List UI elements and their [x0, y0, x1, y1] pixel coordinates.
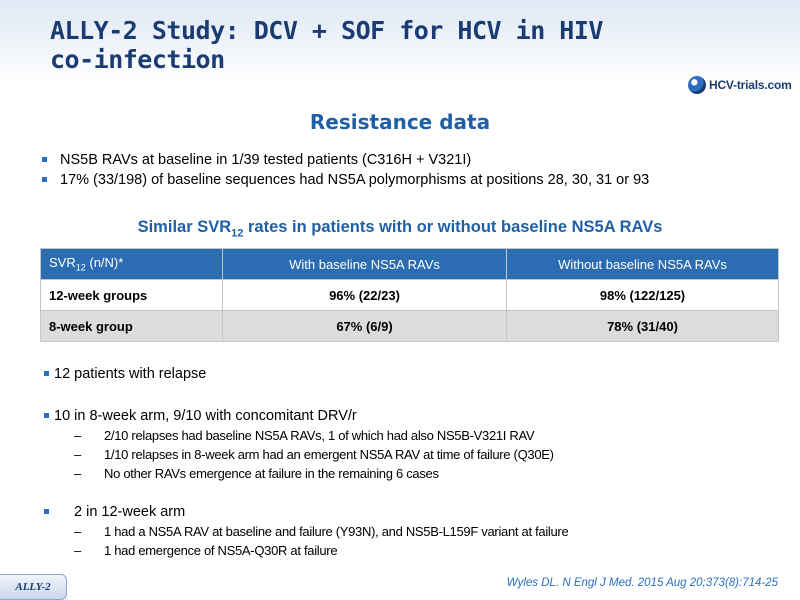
study-tag: ALLY-2	[0, 574, 67, 600]
relapse-bullet	[42, 364, 206, 384]
arm8-block	[42, 406, 554, 483]
arm12-head	[42, 502, 568, 522]
sub-item-text: 1/10 relapses in 8-week arm had an emergent NS5A RAV at time of failure (Q30E)	[104, 447, 554, 462]
sub-item	[42, 541, 568, 560]
row-label: 8-week group	[41, 311, 223, 342]
dash-mark: –	[74, 543, 81, 558]
arm12-head-text: 2 in 12-week arm	[74, 504, 186, 520]
header-svr-sub: 12	[75, 262, 86, 273]
sub-item-text: 1 had emergence of NS5A-Q30R at failure	[104, 543, 338, 558]
table-row	[41, 311, 779, 342]
table-header-row	[41, 249, 779, 280]
row-without: 98% (122/125)	[507, 280, 779, 311]
sub-item-text: 1 had a NS5A RAV at baseline and failure (Y93N), and NS5B-L159F variant at failure	[104, 524, 569, 539]
logo-globe-icon	[688, 76, 706, 94]
bullet-text: 17% (33/198) of baseline sequences had NS5A polymorphisms at positions 28, 30, 31 or 93	[60, 172, 650, 188]
citation[interactable]: Wyles DL. N Engl J Med. 2015 Aug 20;373(8):714-25	[506, 577, 778, 589]
subtitle-sub: 12	[231, 227, 244, 240]
title-line-1: ALLY-2 Study: DCV + SOF for HCV in HIV	[50, 16, 603, 45]
header-svr	[41, 249, 223, 280]
subtitle-post: rates in patients with or without baseline NS5A RAVs	[243, 218, 663, 236]
row-with: 67% (6/9)	[223, 311, 507, 342]
header-without-raVs: Without baseline NS5A RAVs	[507, 249, 779, 280]
title-line-2: co-infection	[50, 45, 225, 74]
top-bullet-list	[42, 150, 649, 190]
sub-item	[42, 426, 554, 445]
subtitle-pre: Similar SVR	[137, 218, 232, 236]
bullet-square-icon	[44, 371, 49, 376]
hcv-trials-logo[interactable]	[688, 76, 792, 94]
relapse-text: 12 patients with relapse	[54, 366, 207, 382]
bullet-square-icon	[44, 413, 49, 418]
row-without: 78% (31/40)	[507, 311, 779, 342]
header-with-raVs: With baseline NS5A RAVs	[223, 249, 507, 280]
svr-subtitle	[0, 218, 800, 239]
header-svr-pre: SVR	[49, 255, 76, 271]
dash-mark: –	[74, 447, 81, 462]
table-row	[41, 280, 779, 311]
arm8-sublist	[42, 426, 554, 483]
bullet-text: NS5B RAVs at baseline in 1/39 tested patients (C316H + V321I)	[60, 152, 472, 168]
bullet-square-icon	[44, 509, 49, 514]
slide-title	[50, 16, 690, 74]
dash-mark: –	[74, 466, 81, 481]
section-title: Resistance data	[309, 110, 491, 134]
sub-item-text: 2/10 relapses had baseline NS5A RAVs, 1 of which had also NS5B-V321I RAV	[104, 428, 535, 443]
sub-item-text: No other RAVs emergence at failure in the remaining 6 cases	[104, 466, 439, 481]
bullet-item	[42, 170, 649, 190]
arm12-sublist	[42, 522, 568, 560]
row-with: 96% (22/23)	[223, 280, 507, 311]
dash-mark: –	[74, 428, 81, 443]
bullet-item	[42, 150, 649, 170]
logo-text: HCV-trials.com	[709, 78, 792, 92]
dash-mark: –	[74, 524, 81, 539]
row-label: 12-week groups	[41, 280, 223, 311]
arm12-block	[42, 502, 568, 560]
resistance-table	[40, 248, 779, 342]
relapse-block	[42, 364, 206, 384]
arm8-head-text: 10 in 8-week arm, 9/10 with concomitant DRV/r	[54, 408, 357, 424]
sub-item	[42, 445, 554, 464]
bullet-square-icon	[42, 157, 47, 162]
bullet-square-icon	[42, 177, 47, 182]
sub-item	[42, 464, 554, 483]
arm8-head	[42, 406, 554, 426]
header-svr-post: (n/N)*	[85, 255, 124, 271]
sub-item	[42, 522, 568, 541]
